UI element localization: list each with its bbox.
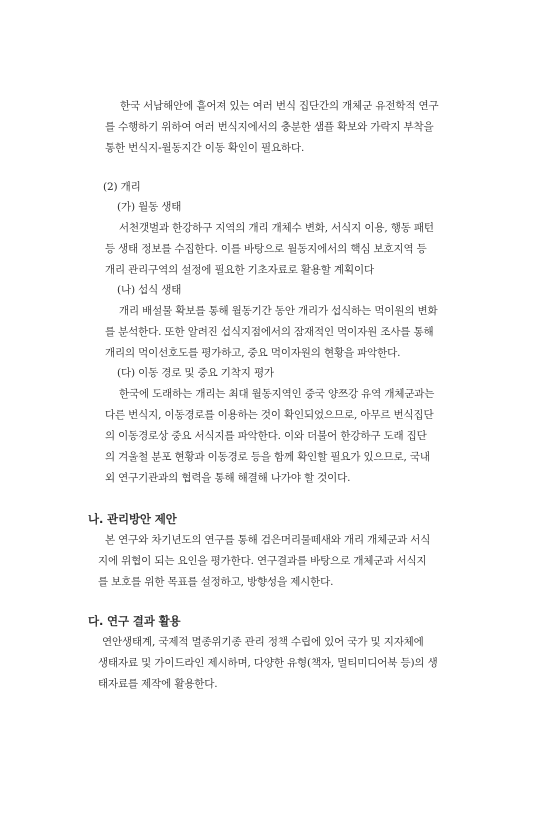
section2a-line-3: 개리 관리구역의 설정에 필요한 기초자료로 활용할 계획이다 (105, 264, 374, 276)
section2b-line-2: 를 분석한다. 또한 알려진 섭식지점에서의 잠재적인 먹이자원 조사를 통해 (105, 326, 434, 338)
section2-title: (2) 개리 (103, 181, 141, 193)
results-line-2: 생태자료 및 가이드라인 제시하며, 다양한 유형(책자, 멀티미디어북 등)의 생 (98, 657, 438, 669)
results-line-3: 태자료를 제작에 활용한다. (98, 678, 218, 690)
section2b-line-1: 개리 배설물 확보를 통해 월동기간 동안 개리가 섭식하는 먹이원의 변화 (119, 305, 438, 317)
section2c-line-4: 의 겨울철 분포 현황과 이동경로 등을 함께 확인할 필요가 있으므로, 국내 (105, 451, 430, 463)
intro-line-2: 를 수행하기 위하여 여러 번식지에서의 충분한 샘플 확보와 가락지 부착을 (105, 121, 434, 133)
section2c-line-2: 다른 번식지, 이동경로를 이용하는 것이 확인되었으므로, 아무르 번식집단 (105, 409, 434, 421)
management-line-2: 지에 위협이 되는 요인을 평가한다. 연구결과를 바탕으로 개체군과 서식지 (98, 555, 427, 567)
section2c-line-5: 외 연구기관과의 협력을 통해 해결해 나가야 할 것이다. (105, 472, 351, 484)
management-line-1: 본 연구와 차기년도의 연구를 통해 검은머리물떼새와 개리 개체군과 서식 (105, 534, 431, 546)
section2b-label: (나) 섭식 생태 (117, 284, 182, 296)
management-heading: 나. 관리방안 제안 (88, 512, 177, 526)
section2b-line-3: 개리의 먹이선호도를 평가하고, 중요 먹이자원의 현황을 파악한다. (105, 347, 401, 359)
management-line-3: 를 보호를 위한 목표를 설정하고, 방향성을 제시한다. (98, 576, 334, 588)
section2c-line-3: 의 이동경로상 중요 서식지를 파악한다. 이와 더불어 한강하구 도래 집단 (105, 430, 427, 442)
section2c-line-1: 한국에 도래하는 개리는 최대 월동지역인 중국 양쯔강 유역 개체군과는 (119, 388, 435, 400)
section2c-label: (다) 이동 경로 및 중요 기착지 평가 (117, 367, 274, 379)
section2a-line-2: 등 생태 정보를 수집한다. 이를 바탕으로 월동지에서의 핵심 보호지역 등 (105, 243, 427, 255)
results-heading: 다. 연구 결과 활용 (88, 614, 181, 628)
results-line-1: 연안생태계, 국제적 멸종위기종 관리 정책 수립에 있어 국가 및 지자체에 (102, 636, 424, 648)
intro-line-3: 통한 번식지-월동지간 이동 확인이 필요하다. (105, 142, 305, 154)
section2a-label: (가) 월동 생태 (117, 201, 182, 213)
intro-line-1: 한국 서남해안에 흩어져 있는 여러 번식 집단간의 개체군 유전학적 연구 (120, 100, 439, 112)
section2a-line-1: 서천갯벌과 한강하구 지역의 개리 개체수 변화, 서식지 이용, 행동 패턴 (119, 222, 434, 234)
